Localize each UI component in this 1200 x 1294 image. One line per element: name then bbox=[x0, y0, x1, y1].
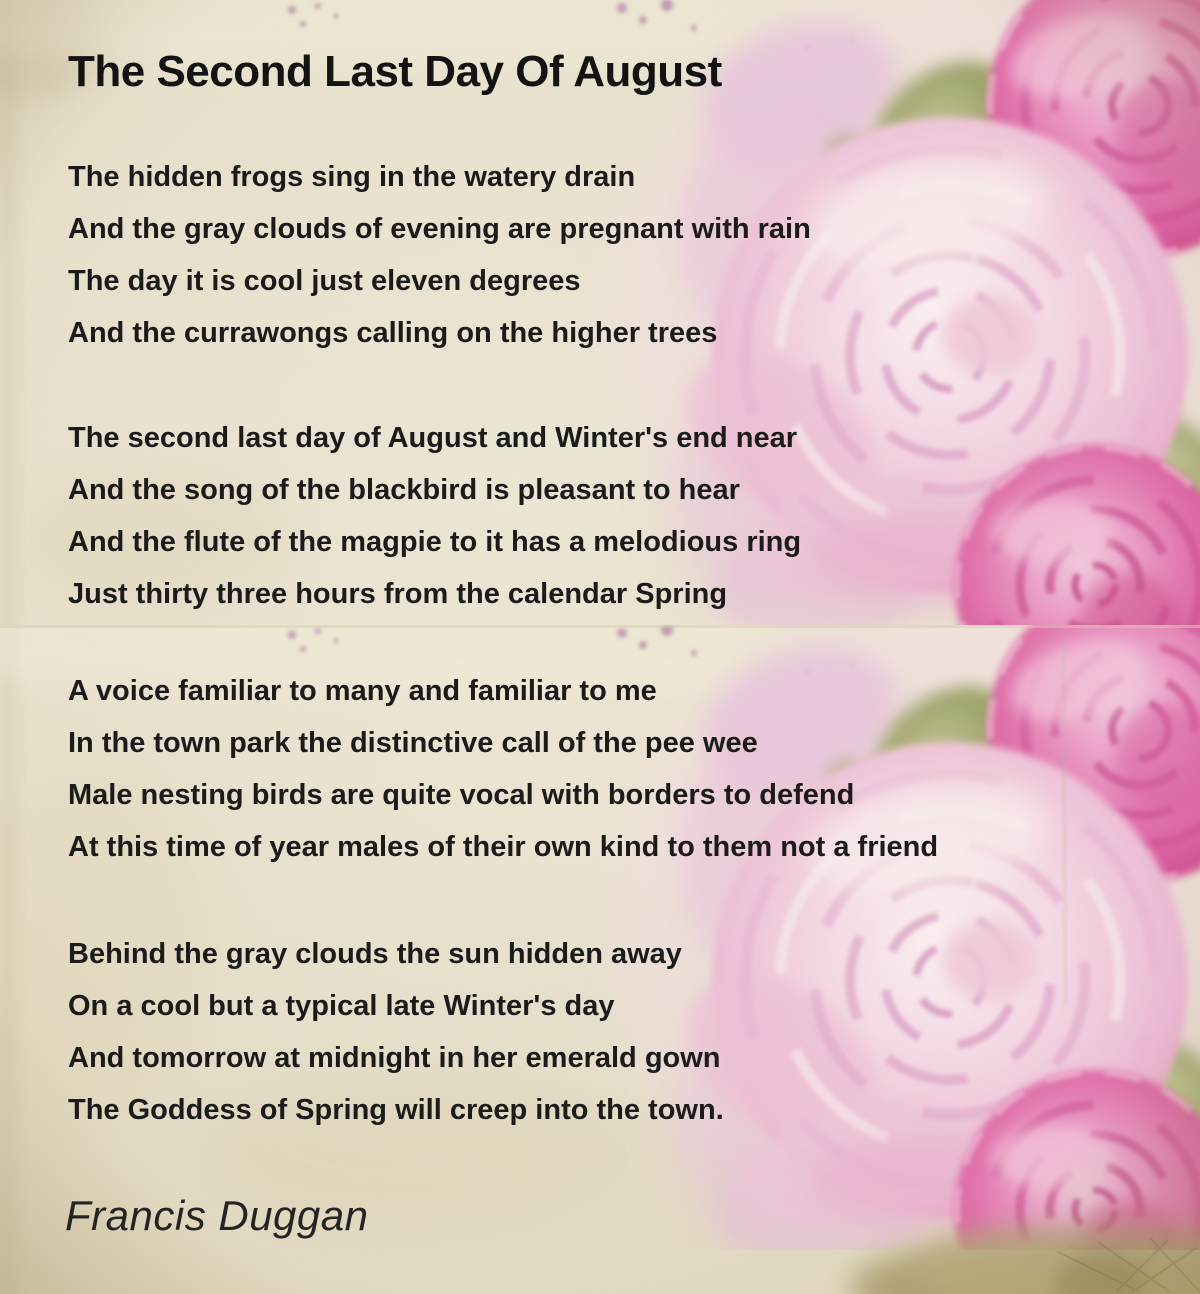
poem-author: Francis Duggan bbox=[65, 1192, 369, 1239]
poem-line: Just thirty three hours from the calendar Spring bbox=[68, 578, 728, 610]
poem-line: A voice familiar to many and familiar to me bbox=[68, 675, 657, 707]
stanza-2 bbox=[68, 412, 801, 620]
poem-title: The Second Last Day Of August bbox=[68, 47, 722, 96]
poem-line: And the gray clouds of evening are pregnant with rain bbox=[68, 213, 811, 245]
poem-line: The hidden frogs sing in the watery drain bbox=[68, 161, 636, 193]
poem-line: The second last day of August and Winter's end near bbox=[68, 422, 798, 454]
poem-line: In the town park the distinctive call of the pee wee bbox=[68, 727, 758, 759]
poem-line: And the flute of the magpie to it has a melodious ring bbox=[68, 526, 802, 558]
stanza-1 bbox=[68, 151, 811, 359]
poem-line: At this time of year males of their own kind to them not a friend bbox=[68, 831, 939, 863]
poem-line: And the currawongs calling on the higher trees bbox=[68, 317, 718, 349]
poem-line: Male nesting birds are quite vocal with borders to defend bbox=[68, 779, 855, 811]
poem-line: Behind the gray clouds the sun hidden away bbox=[68, 938, 682, 970]
stanza-3 bbox=[68, 665, 938, 873]
stanza-4 bbox=[68, 928, 724, 1136]
poem-line: And tomorrow at midnight in her emerald gown bbox=[68, 1042, 721, 1074]
poem-line: On a cool but a typical late Winter's day bbox=[68, 990, 615, 1022]
poem-line: And the song of the blackbird is pleasant to hear bbox=[68, 474, 740, 506]
poem-line: The day it is cool just eleven degrees bbox=[68, 265, 581, 297]
poem-line: The Goddess of Spring will creep into the town. bbox=[68, 1094, 724, 1126]
